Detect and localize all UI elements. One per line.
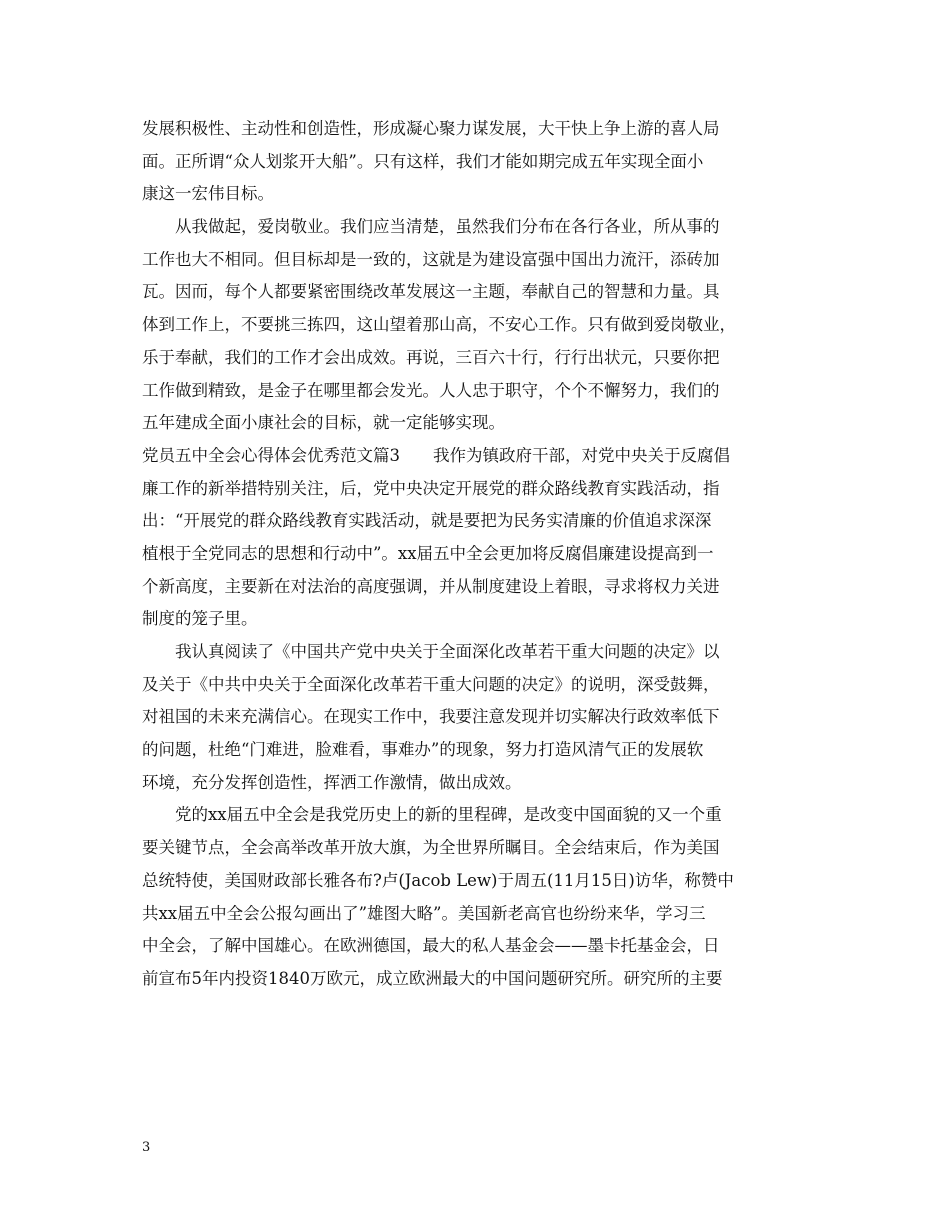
text-line: 五年建成全面小康社会的目标，就一定能够实现。 xyxy=(142,413,505,433)
text-line: 对祖国的未来充满信心。在现实工作中，我要注意发现并切实解决行政效率低下 xyxy=(142,707,720,727)
text-line: 前宣布5年内投资1840万欧元，成立欧洲最大的中国问题研究所。研究所的主要 xyxy=(142,968,723,988)
text-line: 环境，充分发挥创造性，挥洒工作激情，做出成效。 xyxy=(142,772,522,792)
text-line: 工作做到精致，是金子在哪里都会发光。人人忠于职守，个个不懈努力，我们的 xyxy=(142,380,720,400)
text-line: 要关键节点，全会高举改革开放大旗，为全世界所瞩目。全会结束后，作为美国 xyxy=(142,838,720,858)
text-line: 面。正所谓“众人划浆开大船”。只有这样，我们才能如期完成五年实现全面小 xyxy=(142,151,704,171)
text-line: 的问题，杜绝“门难进，脸难看，事难办”的现象，努力打造风清气正的发展软 xyxy=(142,740,704,760)
text-line: 乐于奉献，我们的工作才会出成效。再说，三百六十行，行行出状元，只要你把 xyxy=(142,347,720,367)
text-line: 党员五中全会心得体会优秀范文篇3 我作为镇政府干部，对党中央关于反腐倡 xyxy=(142,445,730,465)
text-line: 植根于全党同志的思想和行动中”。xx届五中全会更加将反腐倡廉建设提高到一 xyxy=(142,543,714,563)
text-line: 个新高度，主要新在对法治的高度强调，并从制度建设上着眼，寻求将权力关进 xyxy=(142,576,720,596)
text-line: 制度的笼子里。 xyxy=(142,609,258,629)
text-line: 中全会，了解中国雄心。在欧洲德国，最大的私人基金会——墨卡托基金会，日 xyxy=(142,936,720,956)
text-line: 发展积极性、主动性和创造性，形成凝心聚力谋发展，大干快上争上游的喜人局 xyxy=(142,119,720,138)
text-line: 我认真阅读了《中国共产党中央关于全面深化改革若干重大问题的决定》以 xyxy=(175,642,720,661)
text-line: 瓦。因而，每个人都要紧密围绕改革发展这一主题，奉献自己的智慧和力量。具 xyxy=(142,282,720,302)
text-line: 总统特使，美国财政部长雅各布?卢(Jacob Lew)于周五(11月15日)访华，称赞中 xyxy=(142,870,734,890)
text-line: 廉工作的新举措特别关注，后，党中央决定开展党的群众路线教育实践活动，指 xyxy=(142,478,720,498)
text-line: 从我做起，爱岗敬业。我们应当清楚，虽然我们分布在各行各业，所从事的 xyxy=(175,217,720,237)
text-line: 康这一宏伟目标。 xyxy=(142,184,274,204)
page-number: 3 xyxy=(142,1140,151,1155)
text-line: 及关于《中共中央关于全面深化改革若干重大问题的决定》的说明，深受鼓舞， xyxy=(142,674,720,694)
text-line: 出：“开展党的群众路线教育实践活动，就是要把为民务实清廉的价值追求深深 xyxy=(142,511,712,531)
text-line: 工作也大不相同。但目标却是一致的，这就是为建设富强中国出力流汗，添砖加 xyxy=(142,249,720,269)
text-line: 共xx届五中全会公报勾画出了”雄图大略”。美国新老高官也纷纷来华，学习三 xyxy=(142,903,706,923)
text-line: 党的xx届五中全会是我党历史上的新的里程碑，是改变中国面貌的又一个重 xyxy=(175,805,722,825)
text-line: 体到工作上，不要挑三拣四，这山望着那山高，不安心工作。只有做到爱岗敬业， xyxy=(142,315,736,335)
document-body xyxy=(142,113,822,996)
